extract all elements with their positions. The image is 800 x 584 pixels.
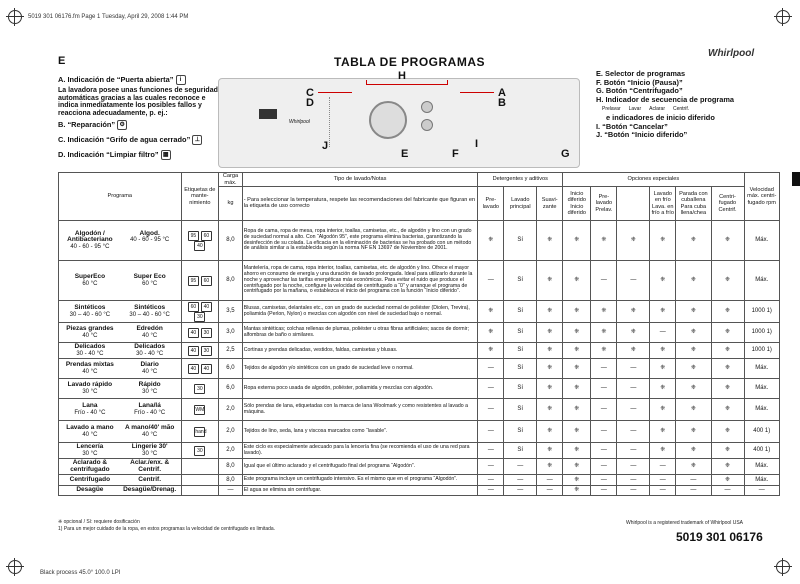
option-cell: — <box>617 359 650 379</box>
care-label-icon: 40 <box>188 364 199 374</box>
option-cell: ❈ <box>711 379 744 399</box>
option-cell: — <box>650 486 676 496</box>
description-cell: Tejidos de lino, seda, lana y viscosa marcados como “lavable”. <box>242 421 478 443</box>
care-label-icon: 30 <box>194 446 205 456</box>
option-cell: Sí <box>504 301 537 323</box>
table-row <box>59 486 780 496</box>
option-cell: — <box>711 486 744 496</box>
option-cell: ❈ <box>617 323 650 343</box>
callout-b: B <box>498 97 506 109</box>
option-cell: ❈ <box>591 343 617 359</box>
description-cell: Ropa de cama, ropa de mesa, ropa interior, toallas, camisetas, etc., de algodón y lino con un grado de suciedad normal a alto. Con “Algodón 95”, este programa elimina bacterias, garantizando la desinfección de su colada. La eficacia en la eliminación de bacterias se ha probado con un método de análisis similar a la establecida según la norma NF EN 13697 de Noviembre de 2001. <box>242 221 478 261</box>
option-cell: ❈ <box>537 343 563 359</box>
rpm-cell: Máx. <box>744 359 779 379</box>
table-row <box>59 379 780 399</box>
load-cell: 2,5 <box>219 343 243 359</box>
table-row <box>59 475 780 486</box>
legend-item-h2: e indicadores de inicio diferido <box>606 113 715 122</box>
callout-arrow-c <box>318 92 352 93</box>
option-cell: ❈ <box>711 343 744 359</box>
option-cell: ❈ <box>537 443 563 459</box>
brand-logo <box>708 48 774 68</box>
option-cell: — <box>591 475 617 486</box>
program-cell: Prendas mixtas 40 °C Diario 40 °C <box>59 359 182 379</box>
footnote-2: 1) Para un mejor cuidado de la ropa, en estos programas la velocidad de centrifugado es limitada. <box>58 526 276 532</box>
col-opciones: Opciones especiales <box>563 173 744 187</box>
option-cell: — <box>504 486 537 496</box>
legend-item-a: A. Indicación de “Puerta abierta” i <box>58 75 218 85</box>
program-cell: Lavado rápido 30 °C Rápido 30 °C <box>59 379 182 399</box>
col-tipo-note: - Para seleccionar la temperatura, respete las recomendaciones del fabricante que figuran en la etiqueta de uso correcto <box>242 187 478 221</box>
option-cell: ❈ <box>537 459 563 475</box>
option-cell: ❈ <box>650 261 676 301</box>
load-cell: — <box>219 486 243 496</box>
program-cell: Algodón / Antibacteriano 40 - 60 - 95 °C Algod. 40 - 60 - 95 °C <box>59 221 182 261</box>
page-letter: E <box>58 55 66 67</box>
option-cell: Sí <box>504 221 537 261</box>
option-cell: — <box>650 323 676 343</box>
option-cell: ❈ <box>676 359 711 379</box>
option-cell: ❈ <box>478 221 504 261</box>
option-cell: — <box>591 421 617 443</box>
option-cell: ❈ <box>563 399 591 421</box>
option-cell: ❈ <box>563 343 591 359</box>
description-cell: Sólo prendas de lana, etiquetadas con la marca de lana Woolmark y como resistentes al lavado a máquina. <box>242 399 478 421</box>
option-cell: ❈ <box>711 475 744 486</box>
repair-icon: ⚙ <box>117 120 127 130</box>
callout-j: J <box>322 140 329 152</box>
option-cell: — <box>537 475 563 486</box>
care-label-icon: 30 <box>201 328 212 338</box>
care-labels <box>181 486 219 496</box>
option-cell: ❈ <box>537 379 563 399</box>
option-cell: Sí <box>504 421 537 443</box>
table-row <box>59 359 780 379</box>
load-cell: 2,0 <box>219 443 243 459</box>
option-cell: ❈ <box>563 379 591 399</box>
display-window <box>259 109 277 119</box>
rpm-cell: Máx. <box>744 261 779 301</box>
option-cell: ❈ <box>478 343 504 359</box>
option-cell: Sí <box>504 399 537 421</box>
rpm-cell: Máx. <box>744 221 779 261</box>
option-cell: Sí <box>504 261 537 301</box>
registration-mark-tl <box>8 10 22 24</box>
program-cell: Sintéticos 30 – 40 - 60 °C Sintéticos 30 – 40 - 60 °C <box>59 301 182 323</box>
sub-inicio-diferido: Inicio diferido Inicio diferido <box>563 187 591 221</box>
callout-arrow-a <box>460 92 494 93</box>
load-cell: 8,0 <box>219 459 243 475</box>
load-cell: 6,0 <box>219 379 243 399</box>
option-cell: ❈ <box>537 399 563 421</box>
legend-item-e: E. Selector de programas <box>596 69 686 78</box>
option-cell: ❈ <box>537 323 563 343</box>
option-cell: ❈ <box>537 359 563 379</box>
sub-centrifugado: Centri-fugado Centrif. <box>711 187 744 221</box>
option-cell: — <box>478 486 504 496</box>
option-cell: Sí <box>504 443 537 459</box>
care-label-icon: hand <box>195 428 207 435</box>
registration-mark-tr <box>776 10 790 24</box>
option-cell: ❈ <box>478 301 504 323</box>
description-cell: Cortinas y prendas delicadas, vestidos, faldas, camisetas y blusas. <box>242 343 478 359</box>
option-cell: ❈ <box>617 343 650 359</box>
care-label-icon: 95 <box>188 231 199 241</box>
brand-name: Whirlpool <box>708 48 755 59</box>
callout-h-bar <box>366 80 448 85</box>
option-cell: ❈ <box>676 379 711 399</box>
option-cell: — <box>591 261 617 301</box>
load-cell: 6,0 <box>219 359 243 379</box>
care-label-icon: 60 <box>188 302 199 312</box>
option-cell: ❈ <box>650 421 676 443</box>
option-cell: ❈ <box>650 379 676 399</box>
option-cell: ❈ <box>711 221 744 261</box>
option-cell: ❈ <box>563 421 591 443</box>
option-cell: — <box>478 261 504 301</box>
description-cell: El agua se elimina sin centrifugar. <box>242 486 478 496</box>
option-cell: ❈ <box>650 443 676 459</box>
option-cell: Sí <box>504 379 537 399</box>
option-cell: ❈ <box>711 443 744 459</box>
option-cell: — <box>591 359 617 379</box>
description-cell: Ropa externa poco usada de algodón, poliéster, poliamida y mezclas con algodón. <box>242 379 478 399</box>
option-cell: ❈ <box>591 221 617 261</box>
table-row <box>59 459 780 475</box>
option-cell: — <box>617 379 650 399</box>
care-label-icon: WM <box>195 406 205 413</box>
load-cell: 8,0 <box>219 221 243 261</box>
description-cell: Mantas sintéticas; colchas rellenas de plumas, poliéster u otras fibras artificiales; sacos de dormir; alfombras de baño o similares. <box>242 323 478 343</box>
option-cell: ❈ <box>563 459 591 475</box>
rpm-cell: Máx. <box>744 459 779 475</box>
option-cell: — <box>617 443 650 459</box>
option-cell: — <box>617 261 650 301</box>
rpm-cell: 1000 1) <box>744 343 779 359</box>
care-label-icon: 40 <box>188 346 199 356</box>
option-cell: ❈ <box>711 459 744 475</box>
sub-parada-cuba: Parada con cubaIlena Para cuba llena/chea <box>676 187 711 221</box>
care-labels <box>181 421 219 443</box>
option-cell: ❈ <box>537 261 563 301</box>
table-row <box>59 301 780 323</box>
care-labels <box>181 261 219 301</box>
option-cell: ❈ <box>676 443 711 459</box>
col-programa: Programa <box>59 173 182 221</box>
sub-suavizante: Suavi-zante <box>537 187 563 221</box>
care-labels <box>181 459 219 475</box>
bottom-line: Black process 45.0° 100.0 LPI <box>40 570 121 576</box>
callout-h: H <box>398 70 406 82</box>
care-label-icon: 40 <box>201 302 212 312</box>
option-cell: ❈ <box>563 221 591 261</box>
col-etiquetas: Etiquetas de mante-nimiento <box>181 173 219 221</box>
filter-icon: ▦ <box>161 150 171 160</box>
option-cell: ❈ <box>711 301 744 323</box>
option-cell: ❈ <box>711 261 744 301</box>
button-cancel[interactable] <box>421 119 433 131</box>
table-row <box>59 421 780 443</box>
option-cell: ❈ <box>617 221 650 261</box>
program-cell: Lana Frío - 40 °C Lana/lá Frío - 40 °C <box>59 399 182 421</box>
care-label-icon: 40 <box>201 364 212 374</box>
option-cell: — <box>504 459 537 475</box>
option-cell: ❈ <box>563 486 591 496</box>
led-column <box>329 97 360 147</box>
load-cell: 2,0 <box>219 421 243 443</box>
option-cell: — <box>478 459 504 475</box>
description-cell: Tejidos de algodón y/o sintéticos con un grado de suciedad leve o normal. <box>242 359 478 379</box>
option-cell: ❈ <box>676 459 711 475</box>
option-cell: ❈ <box>676 221 711 261</box>
program-cell: Centrifugado Centrif. <box>59 475 182 486</box>
sub-prelavado-opt: Pre-lavado Prelav. <box>591 187 617 221</box>
description-cell: Blusas, camisetas, delantales etc., con un grado de suciedad normal de poliéster (Diolen, Trevira), poliamida (Perlon, Nylon) o mezclas con algodón con nivel de suciedad bajo o normal. <box>242 301 478 323</box>
legend-item-f: F. Botón “Inicio (Pausa)” <box>596 77 683 87</box>
option-cell: — <box>478 359 504 379</box>
care-label-icon: 40 <box>188 328 199 338</box>
option-cell: ❈ <box>478 323 504 343</box>
option-cell: ❈ <box>676 261 711 301</box>
sub-lavado: Lavado principal <box>504 187 537 221</box>
option-cell: ❈ <box>537 301 563 323</box>
brand-panel-logo: Whirlpool <box>289 119 310 125</box>
option-cell: — <box>617 475 650 486</box>
table-row <box>59 261 780 301</box>
registration-mark-br <box>776 560 790 574</box>
care-labels <box>181 399 219 421</box>
table-row <box>59 221 780 261</box>
option-cell: ❈ <box>617 301 650 323</box>
rpm-cell: Máx. <box>744 475 779 486</box>
legend-item-g: G. Botón “Centrifugado” <box>596 86 683 95</box>
legend-right <box>596 70 782 140</box>
table-row <box>59 443 780 459</box>
care-labels <box>181 221 219 261</box>
document-code: 5019 301 06176 <box>676 530 763 544</box>
description-cell: Mantelería, ropa de cama, ropa interior, toallas, camisetas, etc. de algodón y lino. Ofrece el mayor ahorro en consumo de energía y una duración de lavado prolongada. Ideal para utilizarlo durante la noche y aprovechar las tarifas energéticas más económicas. Para evitar el ruido que produce el centrifugado por la noche, configure la velocidad de centrifugado a “0” y arranque el programa de centrifugado por la mañana, o establezca el inicio del programa con la función “Inicio diferido”. <box>242 261 478 301</box>
option-cell: ❈ <box>537 421 563 443</box>
option-cell: — <box>650 475 676 486</box>
rpm-cell: — <box>744 486 779 496</box>
option-cell: Sí <box>504 343 537 359</box>
option-cell: — <box>617 421 650 443</box>
side-tab <box>792 172 800 186</box>
tap-icon: ⊥ <box>192 135 202 145</box>
legend-item-i: I. “Botón “Cancelar” <box>596 121 668 131</box>
program-cell: Lencería 30 °C Lingerie 30' 30 °C <box>59 443 182 459</box>
option-cell: ❈ <box>711 421 744 443</box>
option-cell: ❈ <box>711 359 744 379</box>
care-labels <box>181 475 219 486</box>
col-carga: Carga máx. <box>219 173 243 187</box>
legend-note: La lavadora posee unas funciones de seguridad automáticas gracias a las cuales reconoce e indica inmediatamente los posibles fallos y reacciona adecuadamente, p. ej.: <box>58 87 218 117</box>
care-labels <box>181 343 219 359</box>
trademark: Whirlpool is a registered trademark of Whirlpool USA <box>626 520 743 526</box>
option-cell: — <box>478 399 504 421</box>
legend-item-c: C. Indicación “Grifo de agua cerrado” ⊥ <box>58 135 218 145</box>
option-cell: — <box>591 486 617 496</box>
table-row <box>59 343 780 359</box>
option-cell: ❈ <box>650 399 676 421</box>
button-start-delay[interactable] <box>421 101 433 113</box>
header-line: 5019 301 06176.fm Page 1 Tuesday, April 29, 2008 1:44 PM <box>28 14 189 20</box>
sub-prelavado: Pre-lavado <box>478 187 504 221</box>
option-cell: — <box>504 475 537 486</box>
option-cell: ❈ <box>563 301 591 323</box>
option-cell: — <box>478 443 504 459</box>
col-detergentes: Detergentes y aditivos <box>478 173 563 187</box>
option-cell: ❈ <box>563 261 591 301</box>
option-cell: ❈ <box>676 323 711 343</box>
option-cell: — <box>537 486 563 496</box>
care-labels <box>181 323 219 343</box>
option-cell: ❈ <box>676 301 711 323</box>
option-cell: — <box>478 379 504 399</box>
option-cell: ❈ <box>650 359 676 379</box>
callout-d: D <box>306 97 314 109</box>
sequence-indicator: Prelavar Lavar Aclarar Centrif. <box>602 106 690 112</box>
option-cell: — <box>617 399 650 421</box>
rpm-cell: 1000 1) <box>744 323 779 343</box>
machine-control-panel <box>218 78 580 168</box>
care-labels <box>181 443 219 459</box>
col-velocidad: Velocidad máx. centri-fugado rpm <box>744 173 779 221</box>
option-cell: ❈ <box>676 399 711 421</box>
option-cell: ❈ <box>563 443 591 459</box>
program-cell: Lavado a mano 40 °C A mano/40' mão 40 °C <box>59 421 182 443</box>
legend-item-b: B. “Reparación” ⚙ <box>58 120 218 130</box>
option-cell: — <box>617 486 650 496</box>
option-cell: — <box>478 421 504 443</box>
option-cell: Sí <box>504 323 537 343</box>
option-cell: — <box>591 443 617 459</box>
callout-f: F <box>452 148 459 160</box>
option-cell: — <box>591 459 617 475</box>
load-cell: 3,5 <box>219 301 243 323</box>
footnote-1: ❈ opcional / Sí: requiere dosificación <box>58 519 140 525</box>
program-cell: Desagüe Desagüe/Drenag. <box>59 486 182 496</box>
option-cell: — <box>591 399 617 421</box>
sub-eco <box>617 187 650 221</box>
option-cell: ❈ <box>650 301 676 323</box>
option-cell: ❈ <box>650 343 676 359</box>
load-cell: 2,0 <box>219 399 243 421</box>
option-cell: ❈ <box>563 359 591 379</box>
table-row <box>59 399 780 421</box>
option-cell: — <box>676 475 711 486</box>
option-cell: ❈ <box>563 323 591 343</box>
program-cell: Aclarado & centrifugado Aclar./enx. & Centrif. <box>59 459 182 475</box>
care-label-icon: 30 <box>194 384 205 394</box>
option-cell: ❈ <box>591 301 617 323</box>
rpm-cell: 400 1) <box>744 421 779 443</box>
program-cell: Delicados 30 - 40 °C Delicados 30 - 40 °C <box>59 343 182 359</box>
sub-lavado-frio: Lavado en frío Lava. en frío a frío <box>650 187 676 221</box>
program-cell: Piezas grandes 40 °C Edredón 40 °C <box>59 323 182 343</box>
care-label-icon: 40 <box>194 241 205 251</box>
option-cell: — <box>617 459 650 475</box>
legend-item-j: J. “Botón “Inicio diferido” <box>596 130 688 139</box>
program-cell: SuperEco 60 °C Super Eco 60 °C <box>59 261 182 301</box>
load-cell: 3,0 <box>219 323 243 343</box>
load-cell: 8,0 <box>219 261 243 301</box>
callout-c: C <box>306 87 314 99</box>
program-dial[interactable] <box>369 101 407 139</box>
option-cell: — <box>650 459 676 475</box>
option-cell: ❈ <box>711 399 744 421</box>
page-title: TABLA DE PROGRAMAS <box>334 55 485 69</box>
legend-item-h: H. Indicador de secuencia de programa <box>596 94 735 104</box>
care-label-icon: 60 <box>201 276 212 286</box>
option-cell: ❈ <box>676 421 711 443</box>
care-labels <box>181 379 219 399</box>
load-cell: 8,0 <box>219 475 243 486</box>
care-label-icon: 30 <box>194 312 205 322</box>
care-label-icon: 95 <box>188 276 199 286</box>
rpm-cell: 400 1) <box>744 443 779 459</box>
option-cell: ❈ <box>650 221 676 261</box>
callout-i: I <box>475 138 479 150</box>
care-labels <box>181 301 219 323</box>
option-cell: ❈ <box>676 343 711 359</box>
option-cell: ❈ <box>711 323 744 343</box>
table-row <box>59 323 780 343</box>
option-cell: ❈ <box>591 323 617 343</box>
option-cell: — <box>591 379 617 399</box>
option-cell: Sí <box>504 359 537 379</box>
callout-g: G <box>561 148 570 160</box>
rpm-cell: Máx. <box>744 399 779 421</box>
care-label-icon: 60 <box>201 231 212 241</box>
legend-item-d: D. Indicación “Limpiar filtro” ▦ <box>58 150 218 160</box>
care-label-icon: 30 <box>201 346 212 356</box>
program-table <box>58 172 780 496</box>
callout-a: A <box>498 87 506 99</box>
legend-left <box>58 75 218 160</box>
col-kg: kg <box>219 187 243 221</box>
registration-mark-bl <box>8 560 22 574</box>
description-cell: Este ciclo es especialmente adecuado para la lencería fina (se recomienda el uso de una red para lavado). <box>242 443 478 459</box>
option-cell: — <box>478 475 504 486</box>
rpm-cell: Máx. <box>744 379 779 399</box>
option-cell: ❈ <box>537 221 563 261</box>
door-open-icon: i <box>176 75 186 85</box>
callout-e: E <box>401 148 409 160</box>
description-cell: Este programa incluye un centrifugado intensivo. Es el mismo que en el programa “Algodón”. <box>242 475 478 486</box>
option-cell: — <box>676 486 711 496</box>
description-cell: Igual que el último aclarado y el centrifugado final del programa “Algodón”. <box>242 459 478 475</box>
care-labels <box>181 359 219 379</box>
option-cell: ❈ <box>563 475 591 486</box>
rpm-cell: 1000 1) <box>744 301 779 323</box>
col-tipo: Tipo de lavado/Notas <box>242 173 478 187</box>
